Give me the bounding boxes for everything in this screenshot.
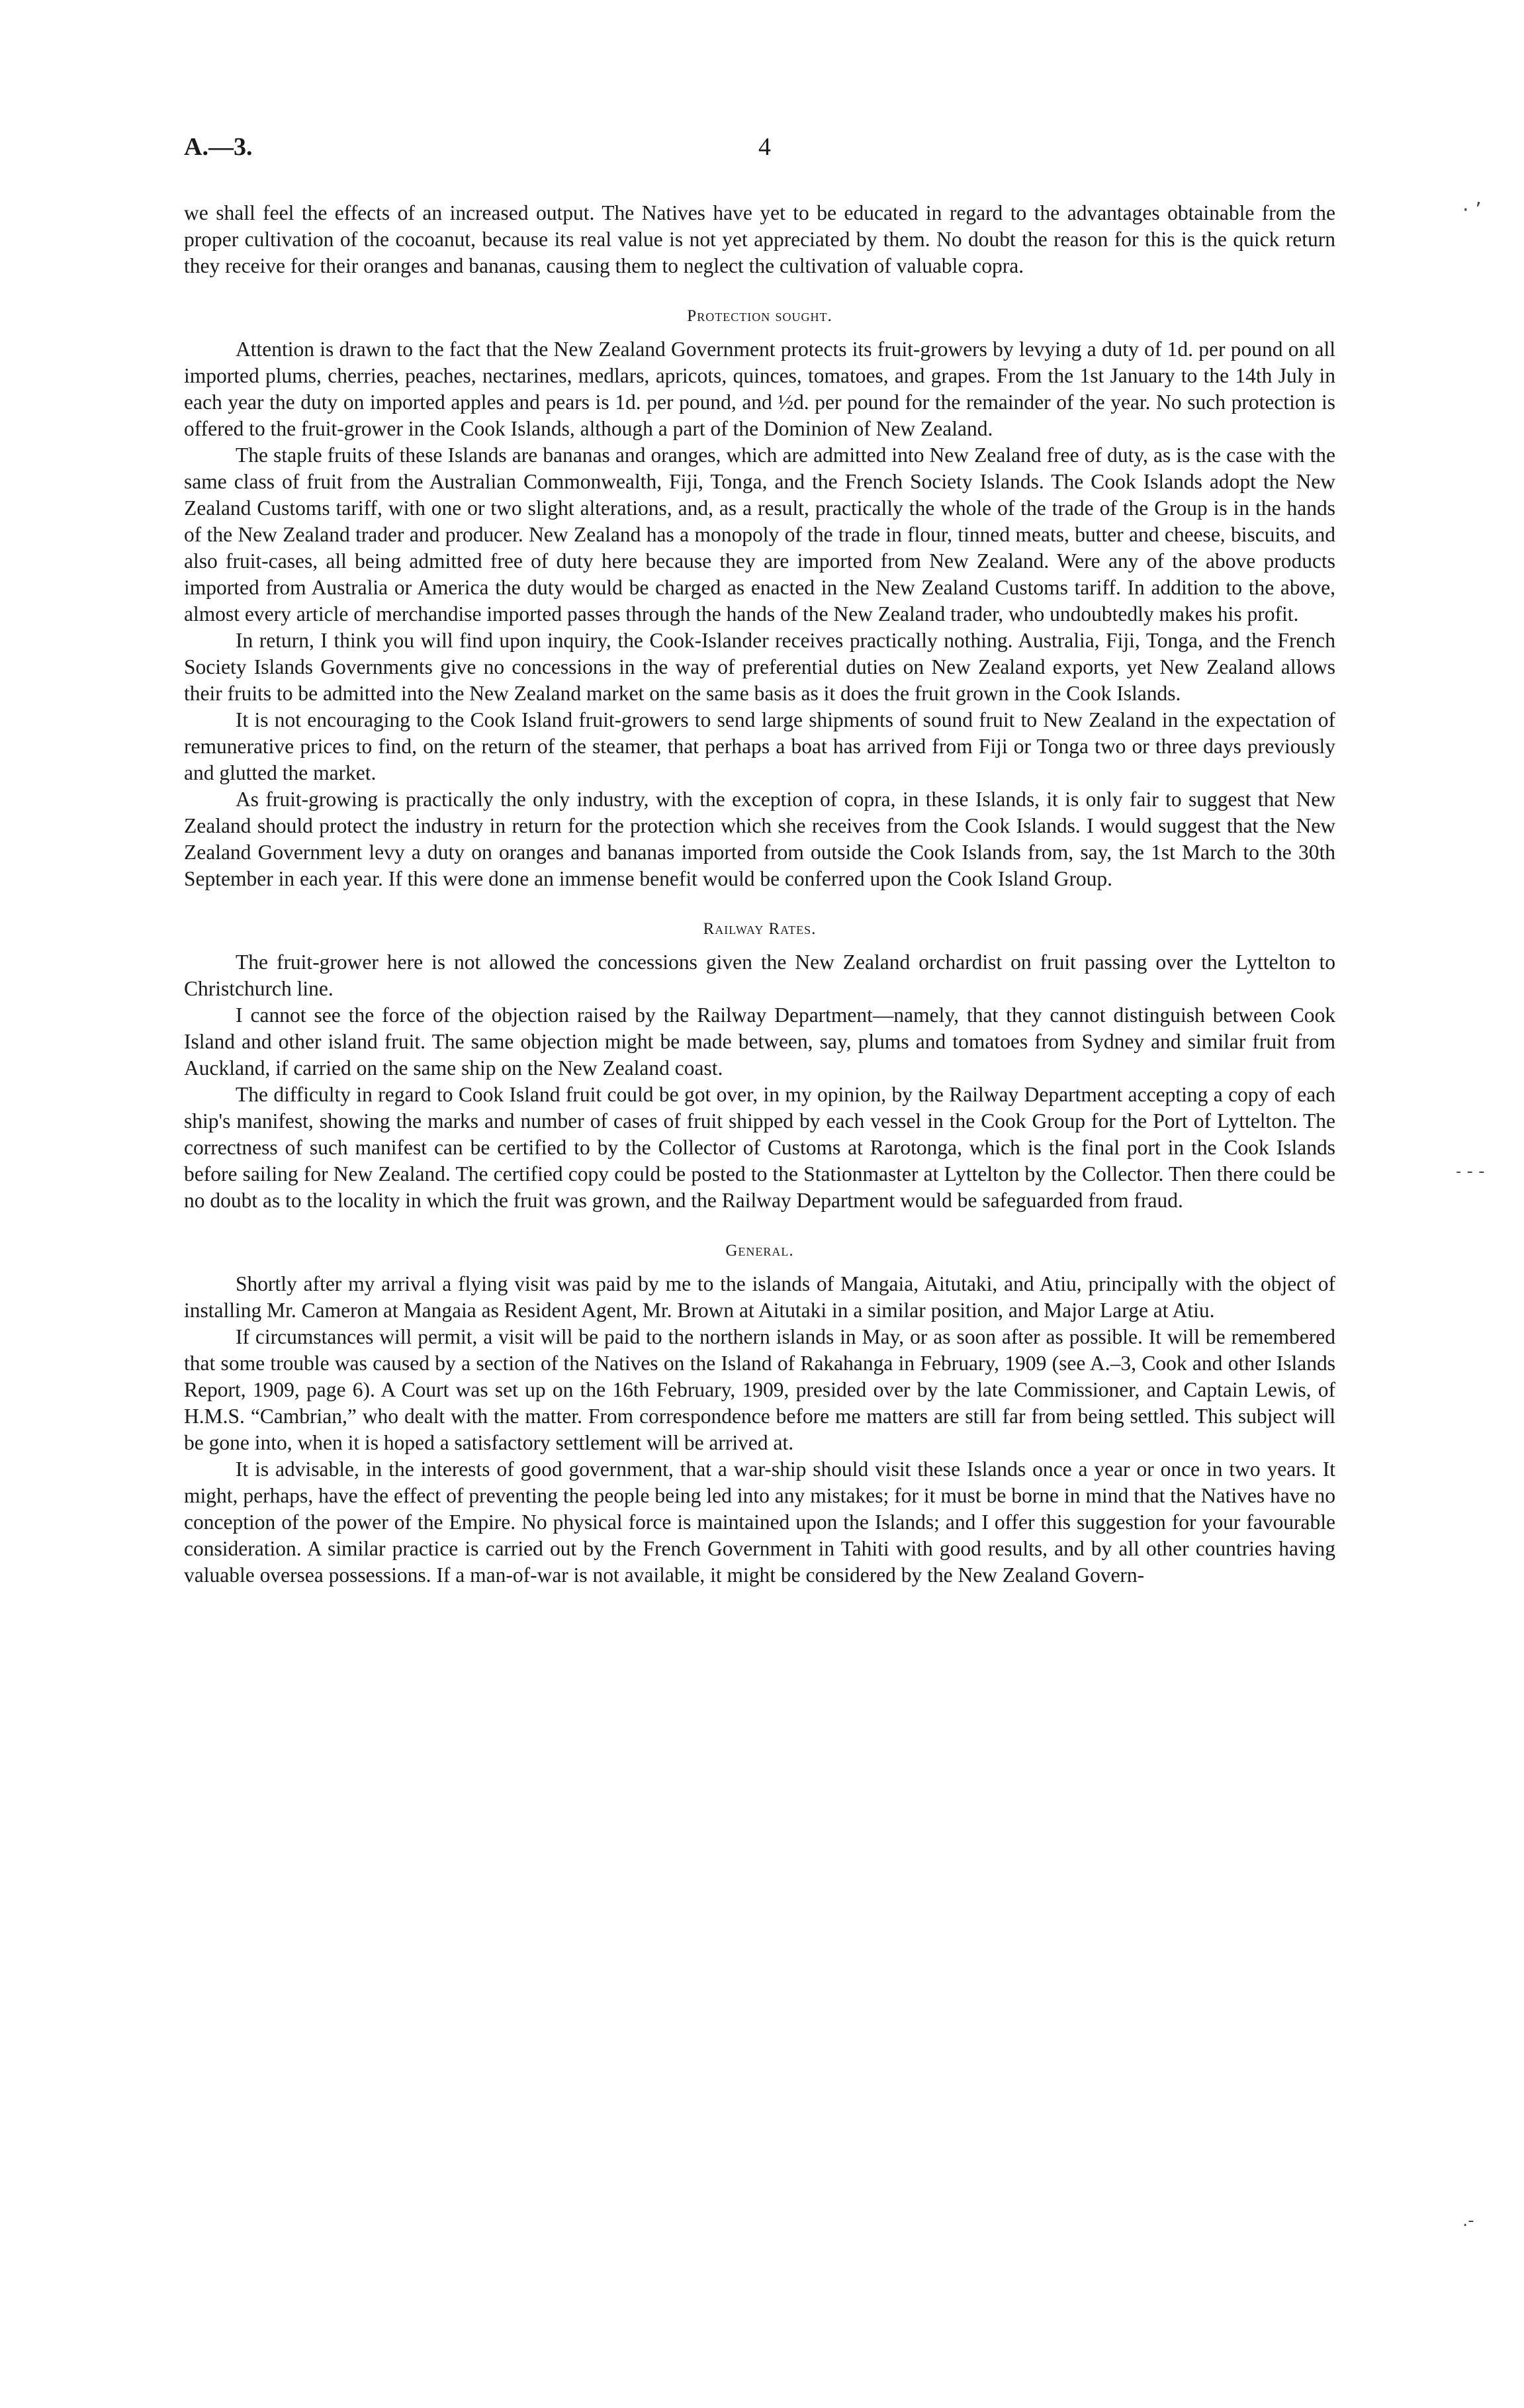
document-body bbox=[184, 200, 1335, 1589]
section-heading: Railway Rates. bbox=[703, 920, 817, 938]
page-number: 4 bbox=[758, 133, 771, 161]
paragraph: If circumstances will permit, a visit will be paid to the northern islands in May, or as soon after as possible. It will be remembered that some trouble was caused by a section of the Natives on the Island of Rakahanga in February, 1909 (see A.–3, Cook and other Islands Report, 1909, page 6). A Court was set up on the 16th February, 1909, presided over by the late Commissioner, and Captain Lewis, of H.M.S. “Cambrian,” who dealt with the matter. From correspondence before me matters are still far from being settled. This subject will be gone into, when it is hoped a satisfactory settlement will be arrived at. bbox=[184, 1325, 1335, 1454]
section-heading: Protection sought. bbox=[687, 307, 832, 325]
report-reference: A.—3. bbox=[184, 133, 253, 161]
page-header bbox=[184, 132, 1335, 172]
section-protection-sought bbox=[184, 307, 1335, 892]
paragraph: The difficulty in regard to Cook Island fruit could be got over, in my opinion, by the Railway Department accepting a copy of each ship's manifest, showing the marks and number of cases of fruit shipped by each vessel in the Cook Group for the Port of Lyttelton. The correctness of such manifest can be certified to by the Collector of Customs at Rarotonga, which is the final port in the Cook Islands before sailing for New Zealand. The certified copy could be posted to the Stationmaster at Lyttelton by the Collector. Then there could be no doubt as to the locality in which the fruit was grown, and the Railway Department would be safeguarded from fraud. bbox=[184, 1083, 1335, 1212]
paragraph: The fruit-grower here is not allowed the concessions given the New Zealand orchardist on fruit passing over the Lyttelton to Christchurch line. bbox=[184, 950, 1335, 1000]
section-general bbox=[184, 1242, 1335, 1589]
paragraph: It is advisable, in the interests of good government, that a war-ship should visit these Islands once a year or once in two years. It might, perhaps, have the effect of preventing the people being led into any mistakes; for it must be borne in mind that the Natives have no conception of the power of the Empire. No physical force is maintained upon the Islands; and I offer this suggestion for your favourable consideration. A similar practice is carried out by the French Government in Tahiti with good results, and by all other countries having valuable oversea possessions. If a man-of-war is not available, it might be considered by the New Zealand Govern- bbox=[184, 1458, 1335, 1587]
margin-scan-mark: ˗ - - bbox=[1456, 1162, 1485, 1181]
margin-scan-mark: · ʼ bbox=[1462, 199, 1482, 222]
intro-paragraph: we shall feel the effects of an increased output. The Natives have yet to be educated in regard to the advantages obtainable from the proper cultivation of the cocoanut, because its real value is not yet appreciated by them. No doubt the reason for this is the quick return they receive for their oranges and bananas, causing them to neglect the cultivation of valuable copra. bbox=[184, 201, 1335, 277]
margin-scan-mark: .- bbox=[1462, 2211, 1474, 2231]
paragraph: In return, I think you will find upon inquiry, the Cook-Islander receives practically nothing. Australia, Fiji, Tonga, and the French Society Islands Governments give no concessions in the way of preferential duties on New Zealand exports, yet New Zealand allows their fruits to be admitted into the New Zealand market on the same basis as it does the fruit grown in the Cook Islands. bbox=[184, 629, 1335, 705]
paragraph: Shortly after my arrival a flying visit was paid by me to the islands of Mangaia, Aitutaki, and Atiu, principally with the object of installing Mr. Cameron at Mangaia as Resident Agent, Mr. Brown at Aitutaki in a similar position, and Major Large at Atiu. bbox=[184, 1272, 1335, 1322]
section-heading: General. bbox=[725, 1242, 794, 1260]
paragraph: As fruit-growing is practically the only industry, with the exception of copra, in these Islands, it is only fair to suggest that New Zealand should protect the industry in return for the protection which she receives from the Cook Islands. I would suggest that the New Zealand Government levy a duty on oranges and bananas imported from outside the Cook Islands from, say, the 1st March to the 30th September in each year. If this were done an immense benefit would be conferred upon the Cook Island Group. bbox=[184, 788, 1335, 890]
paragraph: Attention is drawn to the fact that the New Zealand Government protects its fruit-growers by levying a duty of 1d. per pound on all imported plums, cherries, peaches, nectarines, medlars, apricots, quinces, tomatoes, and grapes. From the 1st January to the 14th July in each year the duty on imported apples and pears is 1d. per pound, and ½d. per pound for the remainder of the year. No such protection is offered to the fruit-grower in the Cook Islands, although a part of the Dominion of New Zealand. bbox=[184, 338, 1335, 440]
paragraph: I cannot see the force of the objection raised by the Railway Department—namely, that they cannot distinguish between Cook Island and other island fruit. The same objection might be made between, say, plums and tomatoes from Sydney and similar fruit from Auckland, if carried on the same ship on the New Zealand coast. bbox=[184, 1003, 1335, 1080]
section-railway-rates bbox=[184, 920, 1335, 1214]
paragraph: It is not encouraging to the Cook Island fruit-growers to send large shipments of sound fruit to New Zealand in the expectation of remunerative prices to find, on the return of the steamer, that perhaps a boat has arrived from Fiji or Tonga two or three days previously and glutted the market. bbox=[184, 708, 1335, 784]
paragraph: The staple fruits of these Islands are bananas and oranges, which are admitted into New Zealand free of duty, as is the case with the same class of fruit from the Australian Commonwealth, Fiji, Tonga, and the French Society Islands. The Cook Islands adopt the New Zealand Customs tariff, with one or two slight alterations, and, as a result, practically the whole of the trade of the Group is in the hands of the New Zealand trader and producer. New Zealand has a monopoly of the trade in flour, tinned meats, butter and cheese, biscuits, and also fruit-cases, all being admitted free of duty here because they are imported from New Zealand. Were any of the above products imported from Australia or America the duty would be charged as enacted in the New Zealand Customs tariff. In addition to the above, almost every article of merchandise imported passes through the hands of the New Zealand trader, who undoubtedly makes his profit. bbox=[184, 443, 1335, 625]
